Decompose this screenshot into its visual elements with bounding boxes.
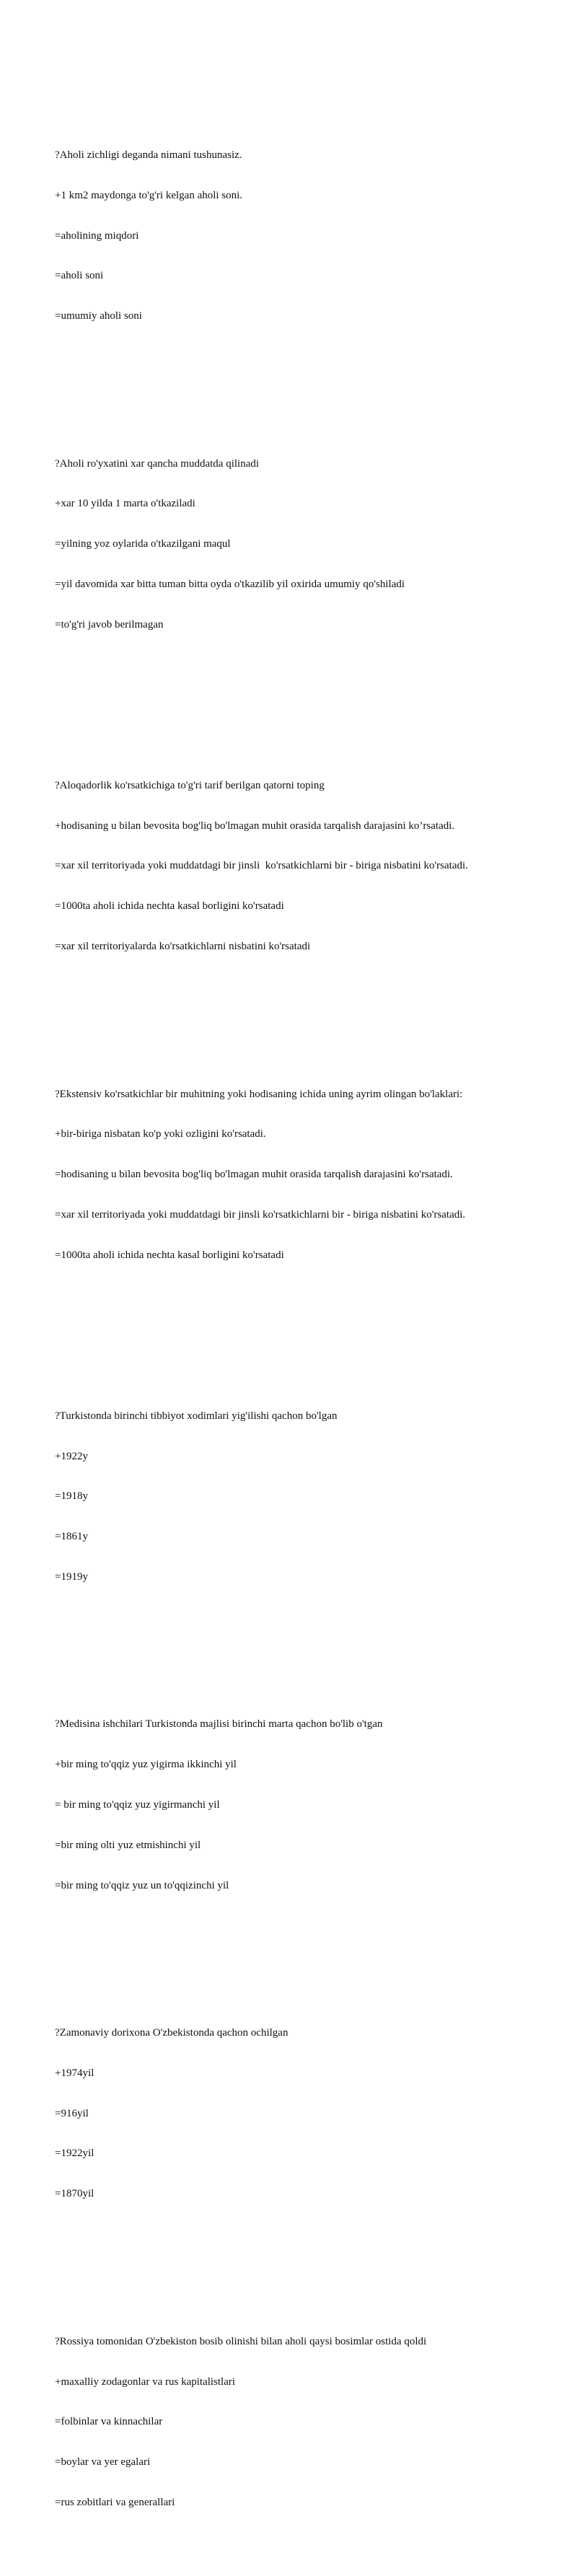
answer-option-correct: +bir-biriga nisbatan ko'p yoki ozligini ko'rsatadi. [55,1128,266,1140]
answer-option: =yilning yoz oylarida o'tkazilgani maqul [55,538,231,550]
answer-option-correct: +1922y [55,1450,88,1462]
question-text: ?Aholi ro'yxatini xar qancha muddatda qilinadi [55,457,260,470]
answer-option: =1919y [55,1570,88,1583]
blank-line [55,685,560,712]
question-block [55,1383,560,1611]
answer-option: =1000ta aholi ichida nechta kasal borligini ko'rsatadi [55,1249,284,1261]
answer-option: =bir ming to'qqiz yuz un to'qqizinchi yil [55,1879,229,1891]
blank-line [55,1946,560,1960]
answer-option: =rus zobitlari va generallari [55,2496,175,2508]
answer-option: =folbinlar va kinnachilar [55,2416,163,2428]
answer-option: =1918y [55,1490,88,1503]
blank-line [55,1316,560,1342]
answer-option-correct: +bir ming to'qqiz yuz yigirma ikkinchi yil [55,1759,237,1771]
document-body [55,82,560,2576]
answer-option: =hodisaning u bilan bevosita bog'liq bo'lmagan muhit orasida tarqalish darajasini ko'rsatadi. [55,1169,453,1181]
answer-option: =to'g'ri javob berilmagan [55,618,164,630]
answer-option: =1870yil [55,2188,94,2200]
answer-option: =916yil [55,2107,89,2119]
answer-option: =aholi soni [55,270,104,282]
blank-line [55,2254,560,2268]
answer-option: =xar xil territoriyada yoki muddatdagi bir jinsli ko'rsatkichlarni bir - biriga nisbatini ko'rsatadi. [55,860,468,872]
answer-option-correct: +maxalliy zodagonlar va rus kapitalistlari [55,2375,236,2388]
question-block [55,752,560,980]
blank-line [55,1007,560,1021]
answer-option-correct: +1974yil [55,2067,94,2079]
question-block [55,122,560,350]
question-block [55,2000,560,2228]
answer-option: =yil davomida xar bitta tuman bitta oyda o'tkazilib yil oxirida umumiy qo'shiladi [55,578,405,590]
question-text: ?Rossiya tomonidan O'zbekiston bosib olinishi bilan aholi qaysi bosimlar ostida qoldi [55,2335,427,2347]
answer-option: =1000ta aholi ichida nechta kasal borligini ko'rsatadi [55,900,284,913]
answer-option-correct: +1 km2 maydonga to'g'ri kelgan aholi soni. [55,189,243,201]
question-block [55,430,560,658]
question-text: ?Ekstensiv ko'rsatkichlar bir muhitning yoki hodisaning ichida uning ayrim olingan bo'laklari: [55,1088,463,1100]
question-text: ?Zamonaviy dorixona O'zbekistonda qachon ochilgan [55,2027,288,2039]
question-block [55,1060,560,1288]
question-text: ?Medisina ishchilari Turkistonda majlisi birinchi marta qachon bo'lib o'tgan [55,1718,383,1731]
answer-option: = bir ming to'qqiz yuz yigirmanchi yil [55,1799,220,1811]
answer-option: =aholining miqdori [55,229,139,242]
blank-line [55,377,560,390]
blank-line [55,1638,560,1651]
question-block [55,2308,560,2536]
answer-option: =umumiy aholi soni [55,310,142,322]
answer-option: =bir ming olti yuz etmishinchi yil [55,1839,201,1851]
question-block [55,1691,560,1919]
answer-option: =boylar va yer egalari [55,2456,151,2469]
answer-option-correct: +hodisaning u bilan bevosita bog'liq bo'lmagan muhit orasida tarqalish darajasini ko’rsatadi. [55,819,455,832]
answer-option: =1922yil [55,2148,94,2160]
question-text: ?Aholi zichligi deganda nimani tushunasiz. [55,149,242,161]
answer-option: =xar xil territoriyalarda ko'rsatkichlarni nisbatini ko'rsatadi [55,941,311,952]
question-text: ?Aloqadorlik ko'rsatkichiga to'g'ri tarif berilgan qatorni toping [55,779,325,791]
question-text: ?Turkistonda birinchi tibbiyot xodimlari yig'ilishi qachon bo'lgan [55,1410,338,1422]
answer-option-correct: +xar 10 yilda 1 marta o'tkaziladi [55,498,195,510]
answer-option: =1861y [55,1531,88,1543]
answer-option: =xar xil territoriyada yoki muddatdagi bir jinsli ko'rsatkichlarni bir - biriga nisbatini ko'rsatadi. [55,1208,466,1221]
